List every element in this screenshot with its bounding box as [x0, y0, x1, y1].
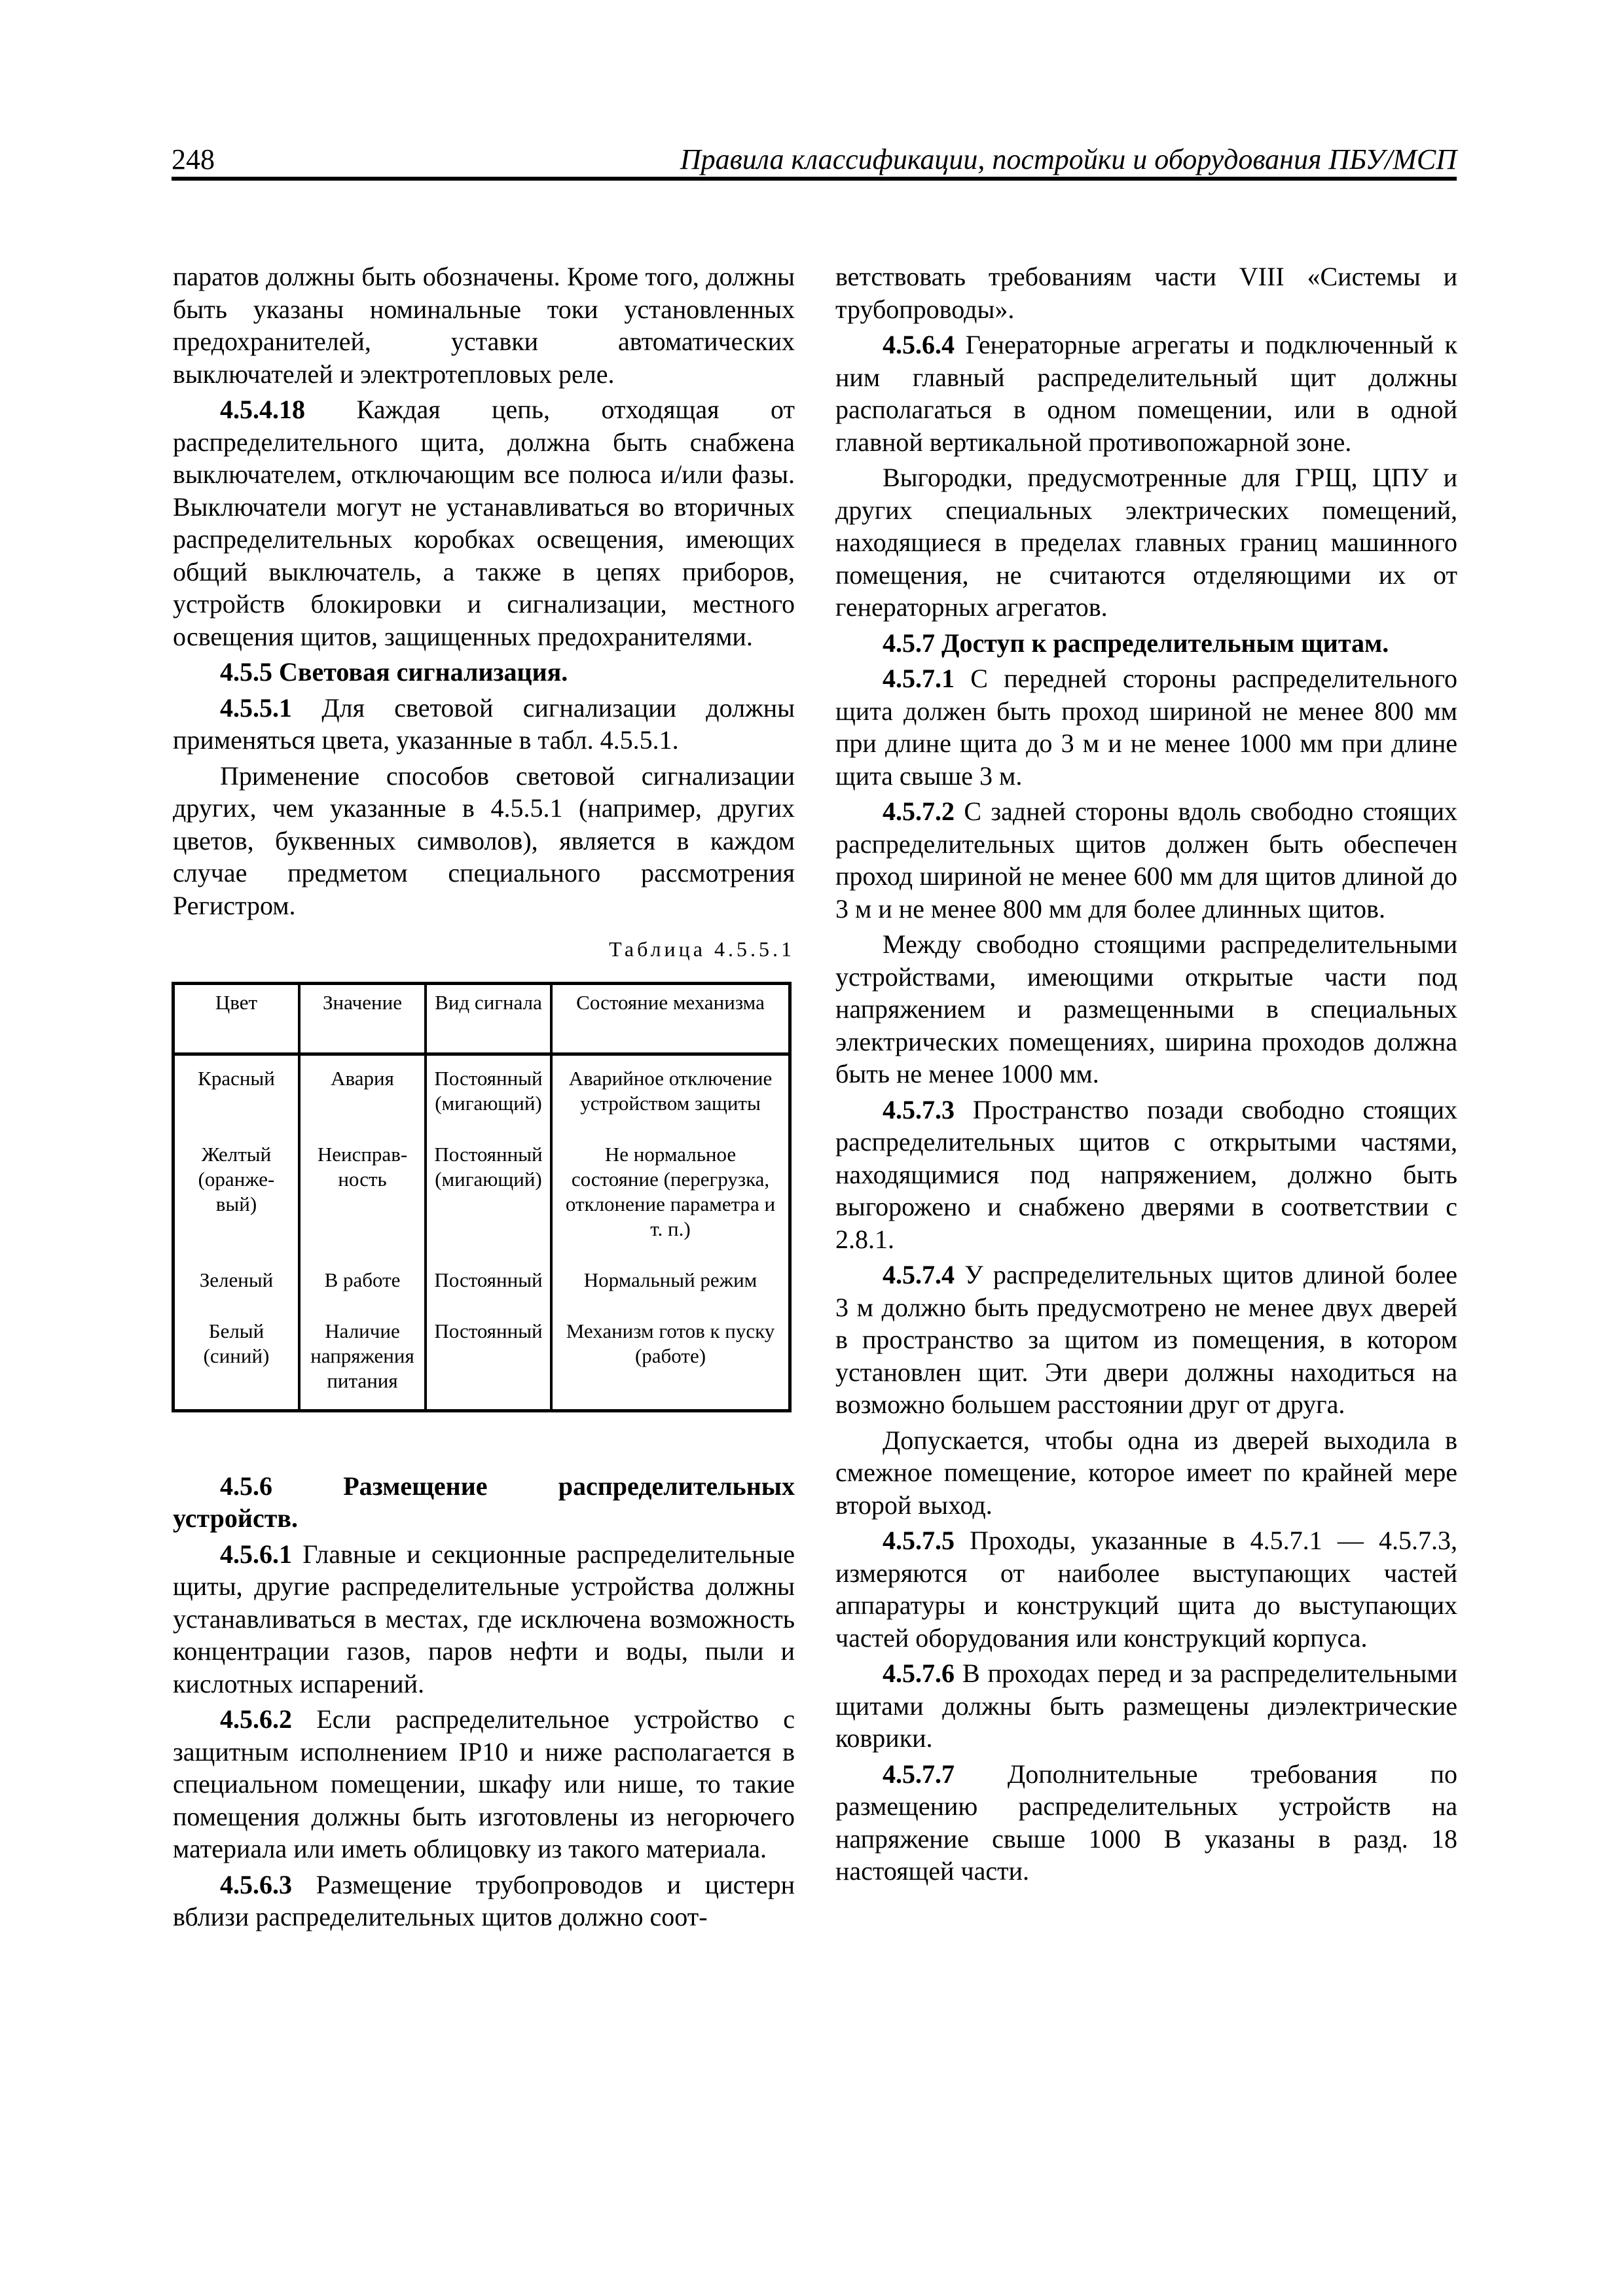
paragraph-text: Дополнительные требования по размещению распределительных устройств на напряжение свыше 1000 В указаны в разд. 18 настоящей части.	[835, 1759, 1457, 1886]
clause-number: 4.5.5.1	[220, 692, 292, 723]
paragraph-4-5-6-2	[173, 1703, 795, 1865]
table-row	[173, 1054, 790, 1132]
table-cell: В работе	[299, 1257, 426, 1308]
paragraph-4-5-6-4	[835, 329, 1457, 458]
paragraph-text: Для световой сигнализации должны применяться цвета, указанные в табл. 4.5.5.1.	[173, 692, 795, 755]
table-cell: Белый (синий)	[173, 1308, 300, 1411]
left-column	[173, 260, 795, 1937]
paragraph-4-5-7-2	[835, 795, 1457, 925]
clause-number: 4.5.7.3	[883, 1094, 955, 1124]
paragraph-4-5-6-3	[173, 1869, 795, 1933]
page-number: 248	[172, 143, 215, 175]
heading-text: 4.5.6 Размещение распределительных устройств.	[173, 1471, 795, 1533]
heading-text: 4.5.5 Световая сигнализация.	[220, 657, 568, 687]
paragraph-text: Генераторные агрегаты и подключенный к ним главный распределительный щит должны располагаться в одном помещении, или в одной главной вертикальной противопожарной зоне.	[835, 330, 1457, 457]
paragraph-4-5-7-6	[835, 1657, 1457, 1755]
table-header-row	[173, 983, 790, 1054]
clause-number: 4.5.7.1	[883, 664, 955, 693]
table-cell: Наличие напряжения питания	[299, 1308, 426, 1411]
paragraph-text: С задней стороны вдоль свободно стоящих распределительных щитов должен быть обеспечен проход шириной не менее 600 мм для щитов длиной до 3 м и не менее 800 мм для более длинных щитов.	[835, 797, 1457, 924]
column-header: Цвет	[173, 983, 300, 1054]
signal-color-table	[172, 982, 792, 1412]
paragraph-text: Размещение трубопроводов и цистерн вблизи распределительных щитов должно соот-	[173, 1869, 795, 1931]
clause-number: 4.5.6.1	[220, 1539, 292, 1569]
paragraph-4-5-7-5	[835, 1524, 1457, 1654]
paragraph-text: С передней стороны распределительного щита должен быть проход шириной не менее 800 мм при длине щита до 3 м и не менее 1000 мм при длине щита свыше 3 м.	[835, 664, 1457, 791]
heading-text: 4.5.7 Доступ к распределительным щитам.	[883, 628, 1389, 658]
paragraph: Допускается, чтобы одна из дверей выходила в смежное помещение, которое имеет по крайней мере второй выход.	[835, 1425, 1457, 1520]
paragraph-text: В проходах перед и за распределительными щитами должны быть размещены диэлектрические коврики.	[835, 1659, 1457, 1753]
table-cell: Механизм готов к пуску (работе)	[551, 1308, 790, 1411]
table-cell: Неисправ- ность	[299, 1132, 426, 1257]
clause-number: 4.5.6.2	[220, 1704, 292, 1734]
table-caption: Таблица 4.5.5.1	[609, 937, 795, 961]
table-cell: Постоянный (мигающий)	[426, 1054, 551, 1132]
paragraph-4-5-7-1	[835, 662, 1457, 792]
column-header: Состояние механизма	[551, 983, 790, 1054]
table-cell: Аварийное отключение устройством защиты	[551, 1054, 790, 1132]
paragraph-4-5-7-7	[835, 1758, 1457, 1888]
paragraph-text: Если распределительное устройство с защитным исполнением IP10 и ниже располагается в специальном помещении, шкафу или нише, то такие помещения должны быть изготовлены из негорючего материала или иметь облицовку из такого материала.	[173, 1704, 795, 1863]
section-heading-4-5-7	[835, 627, 1457, 660]
table-cell: Постоянный	[426, 1257, 551, 1308]
paragraph-4-5-7-4	[835, 1259, 1457, 1421]
paragraph: Применение способов световой сигнализации других, чем указанные в 4.5.5.1 (например, других цветов, буквенных символов), является в каждом случае предметом специального рассмотрения Регистром.	[173, 761, 795, 920]
running-title: Правила классификации, постройки и оборудования ПБУ/МСП	[680, 143, 1457, 175]
table-cell: Постоянный (мигающий)	[426, 1132, 551, 1257]
table-cell: Авария	[299, 1054, 426, 1132]
table-row	[173, 1257, 790, 1308]
clause-number: 4.5.7.2	[883, 797, 955, 826]
column-header: Значение	[299, 983, 426, 1054]
column-header: Вид сигнала	[426, 983, 551, 1054]
right-column	[835, 260, 1457, 1891]
table-row	[173, 1308, 790, 1411]
paragraph-4-5-5-1	[173, 692, 795, 757]
clause-number: 4.5.6.3	[220, 1869, 292, 1899]
table-cell: Не нормальное состояние (перегрузка, отклонение параметра и т. п.)	[551, 1132, 790, 1257]
paragraph-text: У распределительных щитов длиной более 3 м должно быть предусмотрено не менее двух дверей в пространство за щитом из помещения, в котором установлен щит. Эти двери должны находиться на возможно большем расстоянии друг от друга.	[835, 1260, 1457, 1419]
clause-number: 4.5.4.18	[220, 395, 305, 424]
paragraph-text: Пространство позади свободно стоящих распределительных щитов с открытыми частями, находящимися под напряжением, должно быть выгорожено и снабжено дверями в соответствии с 2.8.1.	[835, 1094, 1457, 1254]
table-cell: Постоянный	[426, 1308, 551, 1411]
section-heading-4-5-5	[173, 656, 795, 689]
clause-number: 4.5.7.6	[883, 1659, 955, 1688]
paragraph-text: Главные и секционные распределительные щиты, другие распределительные устройства должны устанавливаться в местах, где исключена возможность концентрации газов, паров нефти и воды, пыли и кислотных испарений.	[173, 1539, 795, 1698]
paragraph-text: Проходы, указанные в 4.5.7.1 — 4.5.7.3, измеряются от наиболее выступающих частей аппаратуры и конструкций щита до выступающих частей оборудования или конструкций корпуса.	[835, 1526, 1457, 1653]
paragraph: ветствовать требованиям части VIII «Системы и трубопроводы».	[835, 262, 1457, 324]
paragraph-text: Каждая цепь, отходящая от распределительного щита, должна быть снабжена выключателем, отключающим все полюса и/или фазы. Выключатели могут не устанавливаться во вторичных распределительных коробках освещения, имеющих общий выключатель, а также в цепях приборов, устройств блокировки и сигнализации, местного освещения щитов, защищенных предохранителями.	[173, 395, 795, 651]
section-heading-4-5-6	[173, 1470, 795, 1535]
table-cell: Нормальный режим	[551, 1257, 790, 1308]
clause-number: 4.5.7.5	[883, 1526, 955, 1555]
table-cell: Красный	[173, 1054, 300, 1132]
clause-number: 4.5.7.7	[883, 1759, 955, 1789]
header-rule	[172, 177, 1457, 181]
paragraph: паратов должны быть обозначены. Кроме того, должны быть указаны номинальные токи установленных предохранителей, уставки автоматических выключателей и электротепловых реле.	[173, 262, 795, 389]
clause-number: 4.5.6.4	[883, 330, 955, 359]
paragraph-4-5-4-18	[173, 393, 795, 653]
paragraph-4-5-7-3	[835, 1094, 1457, 1256]
table-cell: Желтый (оранже- вый)	[173, 1132, 300, 1257]
table-cell: Зеленый	[173, 1257, 300, 1308]
paragraph: Выгородки, предусмотренные для ГРЩ, ЦПУ и других специальных электрических помещений, находящиеся в пределах главных границ машинного помещения, не считаются отделяющими их от генераторных агрегатов.	[835, 463, 1457, 622]
paragraph-4-5-6-1	[173, 1538, 795, 1700]
table-row	[173, 1132, 790, 1257]
paragraph: Между свободно стоящими распределительными устройствами, имеющими открытые части под напряжением и размещенными в специальных электрических помещениях, ширина проходов должна быть не менее 1000 мм.	[835, 929, 1457, 1088]
clause-number: 4.5.7.4	[883, 1260, 955, 1289]
